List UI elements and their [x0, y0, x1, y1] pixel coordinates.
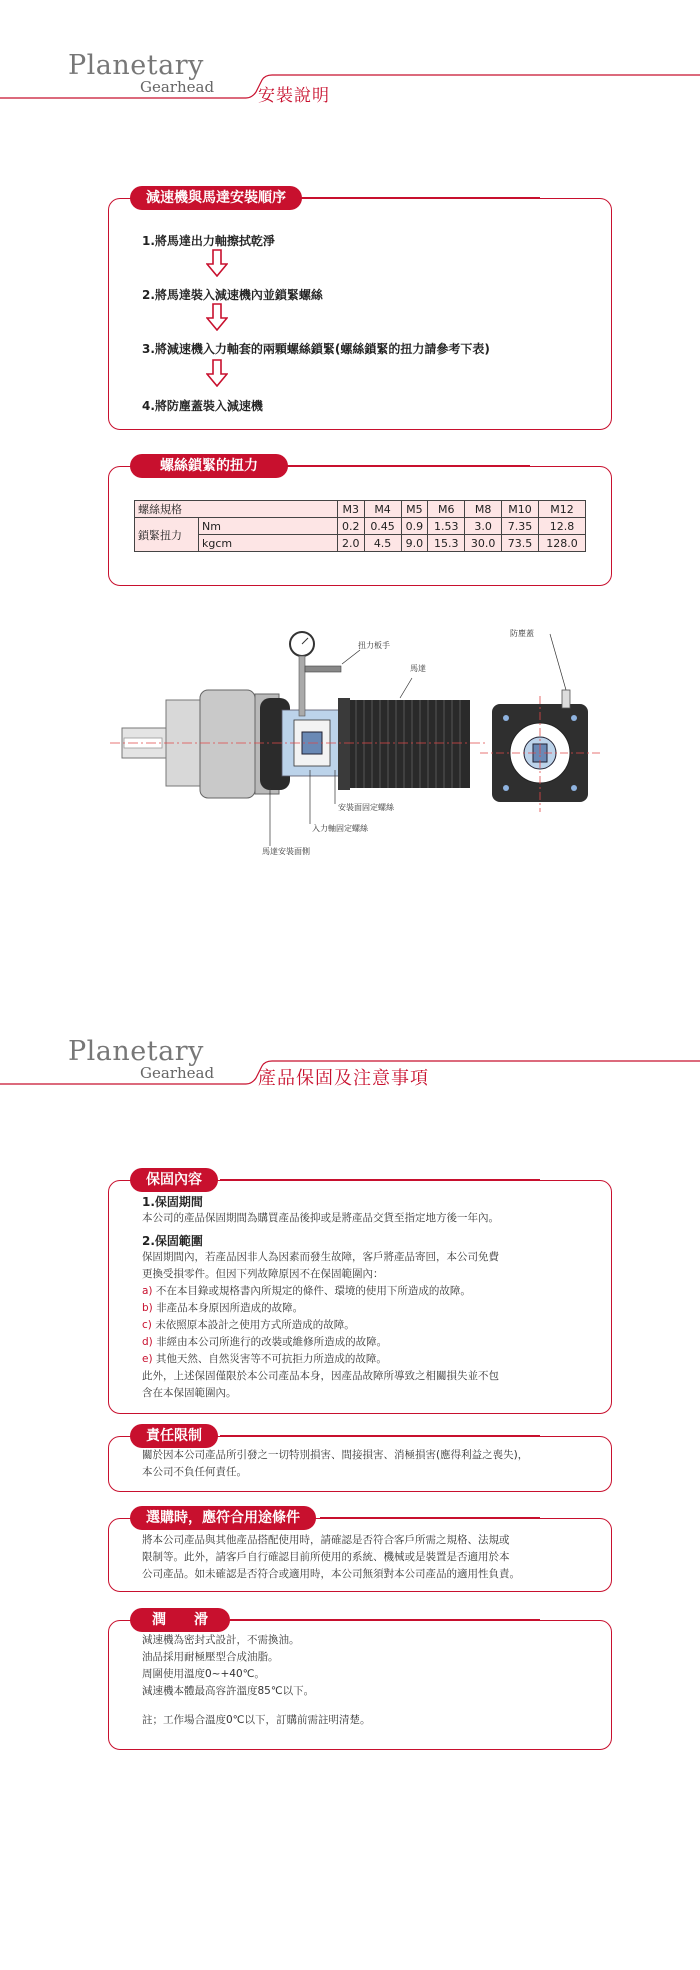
- diagram-label-wrench: 扭力板手: [358, 641, 390, 650]
- table-cell: 0.9: [401, 518, 428, 535]
- item-text: 不在本目錄或規格書內所規定的條件、環境的使用下所造成的故障。: [152, 1285, 471, 1297]
- torque-table: [134, 500, 586, 552]
- table-cell: M6: [428, 501, 465, 518]
- exclusion-item: [142, 1317, 355, 1334]
- page2-header: [0, 1036, 700, 1096]
- unit-label: kgcm: [199, 535, 338, 552]
- item-key: c): [142, 1319, 152, 1331]
- table-cell: 30.0: [465, 535, 502, 552]
- lubrication-text: 減速機為密封式設計，不需換油。: [142, 1634, 300, 1646]
- table-cell: 73.5: [502, 535, 539, 552]
- warranty-note: 此外，上述保固僅限於本公司產品本身，因產品故障所導致之相關損失並不包: [142, 1370, 499, 1382]
- tab-rule: [230, 1619, 540, 1621]
- tab-rule: [220, 1435, 540, 1437]
- warranty-scope-text: 保固期間內，若產品因非人為因素而發生故障，客戶將產品寄回，本公司免費: [142, 1251, 499, 1263]
- item-key: a): [142, 1285, 153, 1297]
- liability-text: 關於因本公司產品所引發之一切特別損害、間接損害、消極損害(應得利益之喪失)，: [142, 1449, 529, 1461]
- table-cell: M10: [502, 501, 539, 518]
- exclusion-item: [142, 1351, 387, 1368]
- warranty-scope-text: 更換受損零件。但因下列故障原因不在保固範圍內：: [142, 1268, 384, 1280]
- unit-label: Nm: [199, 518, 338, 535]
- table-cell: 7.35: [502, 518, 539, 535]
- install-step-1: 1.將馬達出力軸擦拭乾淨: [142, 234, 275, 248]
- exclusion-item: [142, 1334, 387, 1351]
- item-key: b): [142, 1302, 153, 1314]
- lubrication-text: 減速機本體最高容許溫度85℃以下。: [142, 1685, 315, 1697]
- table-cell: 0.2: [337, 518, 364, 535]
- item-text: 非產品本身原因所造成的故障。: [152, 1302, 304, 1314]
- table-cell: 3.0: [465, 518, 502, 535]
- table-cell: 15.3: [428, 535, 465, 552]
- table-cell: 4.5: [364, 535, 401, 552]
- tab-rule: [220, 1179, 540, 1181]
- selection-text: 公司產品。如未確認是否符合或適用時，本公司無須對本公司產品的適用性負責。: [142, 1568, 520, 1580]
- down-arrow-icon: [206, 359, 228, 387]
- item-key: d): [142, 1336, 153, 1348]
- warranty-period-heading: 1.保固期間: [142, 1195, 203, 1209]
- brand-planetary: Planetary: [68, 50, 204, 81]
- diagram-label-flange-screw: 安裝面固定螺絲: [338, 803, 394, 812]
- down-arrow-icon: [206, 249, 228, 277]
- table-cell: 9.0: [401, 535, 428, 552]
- table-cell: 1.53: [428, 518, 465, 535]
- install-step-3: 3.將減速機入力軸套的兩顆螺絲鎖緊(螺絲鎖緊的扭力請參考下表): [142, 342, 490, 356]
- page1-header: [0, 50, 700, 110]
- table-row: [135, 535, 586, 552]
- torque-tab: 螺絲鎖緊的扭力: [130, 454, 288, 478]
- warranty-tab: 保固內容: [130, 1168, 218, 1192]
- table-cell: M4: [364, 501, 401, 518]
- table-cell: 12.8: [538, 518, 585, 535]
- table-row: [135, 518, 586, 535]
- liability-text: 本公司不負任何責任。: [142, 1466, 247, 1478]
- lubrication-text: 油品採用耐極壓型合成油脂。: [142, 1651, 279, 1663]
- spec-label: 螺絲規格: [135, 501, 338, 518]
- table-cell: M3: [337, 501, 364, 518]
- lubrication-note: 註；工作場合溫度0℃以下，訂購前需註明清楚。: [142, 1714, 371, 1726]
- item-text: 其他天然、自然災害等不可抗拒力所造成的故障。: [152, 1353, 387, 1365]
- exclusion-item: [142, 1283, 471, 1300]
- tab-rule: [320, 1517, 540, 1519]
- install-order-tab: 減速機與馬達安裝順序: [130, 186, 302, 210]
- item-key: e): [142, 1353, 153, 1365]
- brand-planetary: Planetary: [68, 1036, 204, 1067]
- install-step-2: 2.將馬達裝入減速機內並鎖緊螺絲: [142, 288, 323, 302]
- warranty-period-text: 本公司的產品保固期間為購買產品後抑或是將產品交貨至指定地方後一年內。: [142, 1212, 499, 1224]
- item-text: 非經由本公司所進行的改裝或維修所造成的故障。: [152, 1336, 388, 1348]
- selection-tab: 選購時，應符合用途條件: [130, 1506, 316, 1530]
- selection-text: 限制等。此外，請客戶自行確認目前所使用的系統、機械或是裝置是否適用於本: [142, 1551, 510, 1563]
- item-text: 未依照原本設計之使用方式所造成的故障。: [151, 1319, 355, 1331]
- table-cell: 128.0: [538, 535, 585, 552]
- table-cell: 2.0: [337, 535, 364, 552]
- tab-rule: [270, 465, 530, 467]
- diagram-label-dust-cap: 防塵蓋: [510, 629, 534, 638]
- down-arrow-icon: [206, 303, 228, 331]
- selection-text: 將本公司產品與其他產品搭配使用時，請確認是否符合客戶所需之規格、法規或: [142, 1534, 510, 1546]
- table-cell: M5: [401, 501, 428, 518]
- brand-gearhead: Gearhead: [140, 78, 215, 96]
- page-title: 產品保固及注意事項: [258, 1068, 429, 1089]
- torque-label: 鎖緊扭力: [135, 518, 199, 552]
- diagram-label-input-screw: 入力軸固定螺絲: [312, 824, 368, 833]
- table-cell: M12: [538, 501, 585, 518]
- liability-tab: 責任限制: [130, 1424, 218, 1448]
- diagram-label-motor-side: 馬達安裝面側: [262, 847, 310, 856]
- exclusion-item: [142, 1300, 303, 1317]
- table-cell: 0.45: [364, 518, 401, 535]
- warranty-scope-heading: 2.保固範圍: [142, 1234, 203, 1248]
- tab-rule: [300, 197, 540, 199]
- page-title: 安裝說明: [258, 86, 330, 106]
- lubrication-text: 周圍使用溫度0~+40℃。: [142, 1668, 265, 1680]
- install-step-4: 4.將防塵蓋裝入減速機: [142, 399, 263, 413]
- table-row: [135, 501, 586, 518]
- table-cell: M8: [465, 501, 502, 518]
- warranty-note: 含在本保固範圍內。: [142, 1387, 237, 1399]
- diagram-label-motor: 馬達: [410, 664, 426, 673]
- lubrication-tab: 潤 滑: [130, 1608, 230, 1632]
- brand-gearhead: Gearhead: [140, 1064, 215, 1082]
